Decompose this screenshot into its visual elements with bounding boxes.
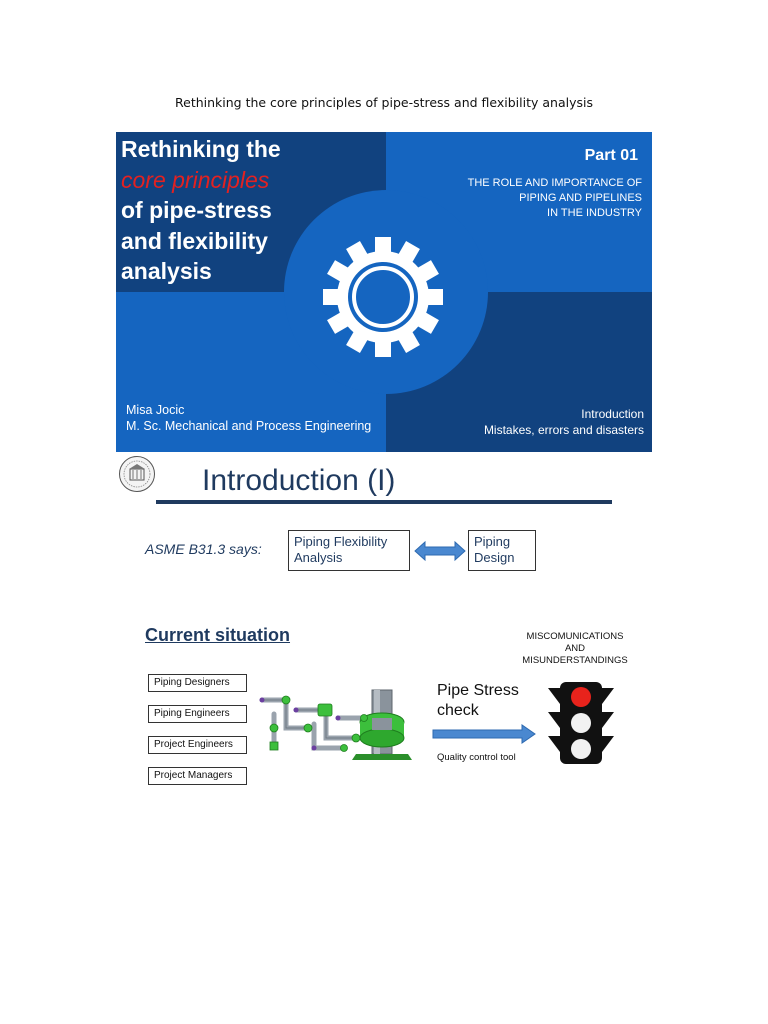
miscom-line-3: MISUNDERSTANDINGS [522, 655, 628, 666]
author-degree: M. Sc. Mechanical and Process Engineering [126, 419, 372, 433]
role-subtitle [412, 176, 642, 221]
role-line-1: THE ROLE AND IMPORTANCE OF [467, 177, 642, 189]
role-line-3: IN THE INDUSTRY [547, 207, 642, 219]
box-flex-line-2: Analysis [294, 550, 343, 565]
double-arrow-icon [414, 540, 466, 562]
pipe-stress-line-1: Pipe Stress [437, 682, 519, 699]
author-name: Misa Jocic [126, 403, 185, 417]
title-line-5: analysis [121, 258, 212, 284]
title-line-2: core principles [121, 166, 270, 193]
part-label: Part 01 [584, 147, 638, 164]
miscom-line-2: AND [564, 643, 586, 654]
title-line-1: Rethinking the [121, 136, 281, 162]
title-line-4: and flexibility [121, 227, 268, 254]
piping-design-box [468, 530, 536, 571]
page-header: Rethinking the core principles of pipe-stress and flexibility analysis [175, 95, 593, 110]
gear-icon [321, 235, 445, 359]
piping-model-illustration [256, 688, 412, 762]
box-design-line-2: Design [474, 550, 515, 565]
university-seal-icon [118, 455, 156, 493]
piping-flexibility-analysis-box [288, 530, 410, 571]
role-box-project-engineers: Project Engineers [148, 736, 247, 754]
title-line-3: of pipe-stress [121, 197, 272, 223]
heading-underline [156, 500, 612, 504]
quality-control-label: Quality control tool [437, 752, 516, 763]
miscommunications-label [510, 631, 640, 667]
traffic-light-icon [548, 682, 614, 764]
current-situation-heading: Current situation [145, 625, 291, 645]
role-box-piping-designers: Piping Designers [148, 674, 247, 692]
title-slide [116, 132, 652, 452]
pipe-stress-label [437, 681, 519, 721]
asme-label: ASME B31.3 says: [145, 541, 262, 557]
section-line-1: Introduction [581, 407, 644, 421]
role-box-project-managers: Project Managers [148, 767, 247, 785]
right-arrow-icon [432, 724, 536, 744]
role-box-piping-engineers: Piping Engineers [148, 705, 247, 723]
section-info [484, 406, 644, 438]
miscom-line-1: MISCOMUNICATIONS [526, 631, 624, 642]
slide-heading: Introduction (I) [202, 464, 396, 497]
box-design-line-1: Piping [474, 534, 511, 549]
section-line-2: Mistakes, errors and disasters [483, 423, 644, 437]
pipe-stress-line-2: check [437, 702, 479, 719]
author-block [126, 402, 371, 434]
box-flex-line-1: Piping Flexibility [294, 534, 388, 549]
role-line-2: PIPING AND PIPELINES [519, 192, 642, 204]
